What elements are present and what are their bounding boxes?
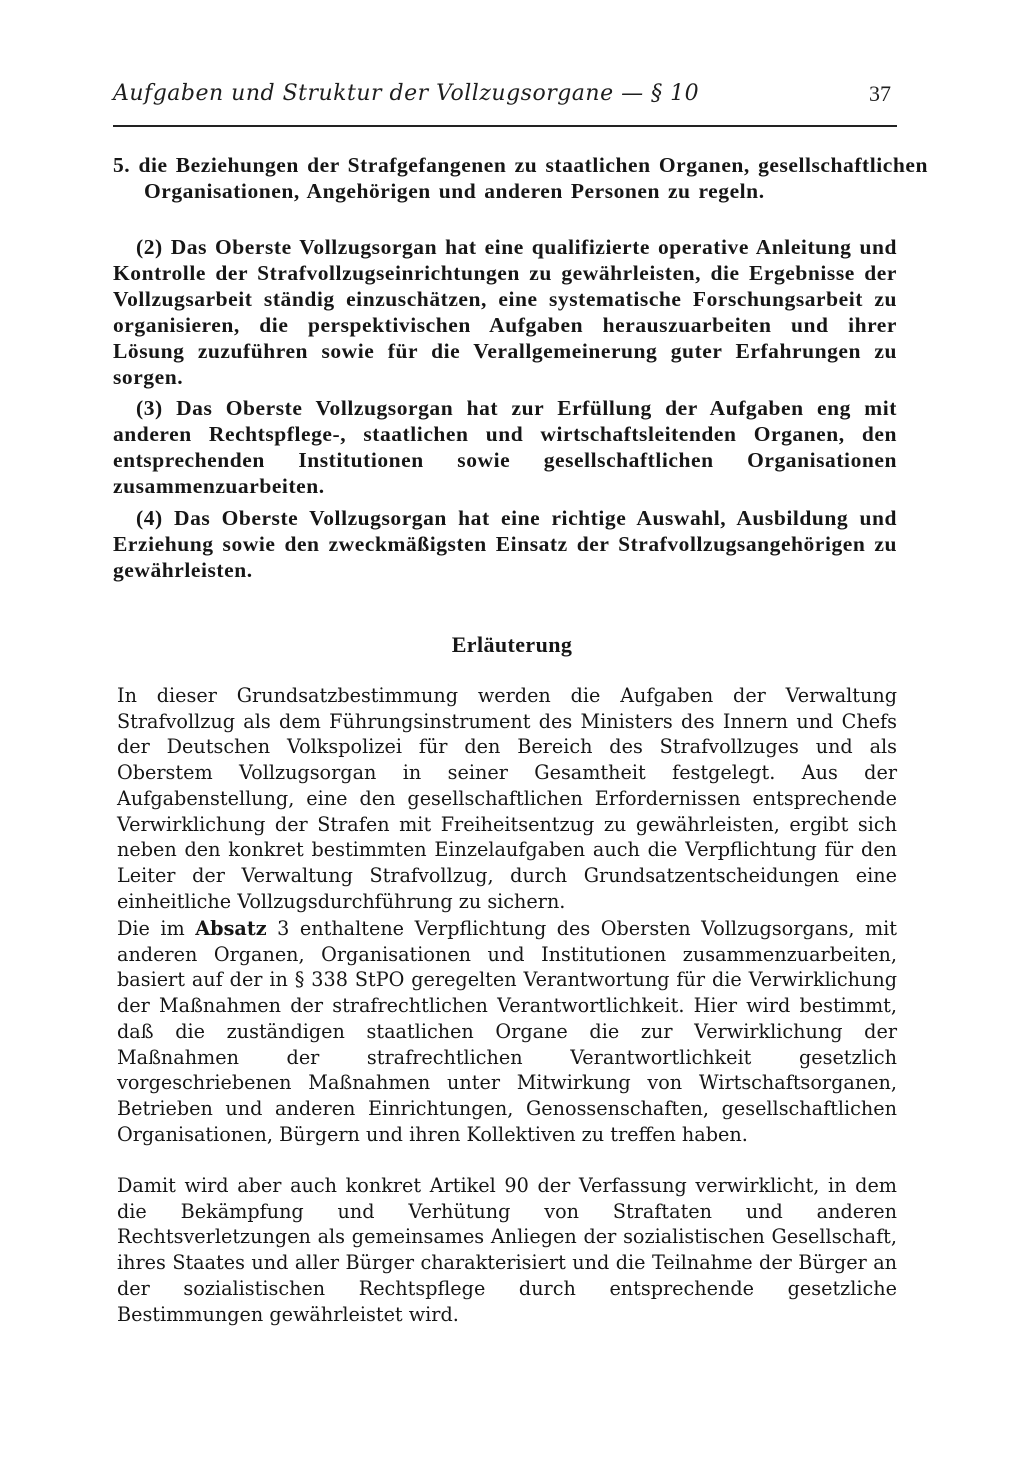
provision-paragraph-3: (3) Das Oberste Vollzugsorgan hat zur Erfüllung der Aufgaben eng mit anderen Rechtspflege-, staatlichen und wirtschaftsleitenden Organen, den entsprechenden Institutionen sowie gesellschaftlichen Organisationen zusammenzuarbeiten.	[113, 396, 897, 498]
commentary-paragraph-2	[117, 916, 897, 1147]
page-header	[113, 81, 897, 127]
provision-item-5: 5. die Beziehungen der Strafgefangenen zu staatlichen Organen, gesellschaftlichen Organisationen, Angehörigen und anderen Personen zu regeln.	[113, 153, 928, 203]
absatz-bold-term: Absatz	[195, 917, 267, 940]
provision-paragraph-4: (4) Das Oberste Vollzugsorgan hat eine richtige Auswahl, Ausbildung und Erziehung sowie den zweckmäßigsten Einsatz der Strafvollzugsangehörigen zu gewährleisten.	[113, 506, 897, 582]
commentary-heading: Erläuterung	[451, 632, 573, 657]
commentary-paragraph-2-rest: 3 enthaltene Verpflichtung des Obersten Vollzugsorgans, mit anderen Organen, Organisationen und Institutionen zusammenzuarbeiten, basiert auf der in § 338 StPO geregelten Verantwortung für die Verwirklichung der Maßnahmen der strafrechtlichen Verantwortlichkeit. Hier wird bestimmt, daß die zuständigen staatlichen Organe die zur Verwirklichung der Maßnahmen der strafrechtlichen Verantwortlichkeit gesetzlich vorgeschriebenen Maßnahmen unter Mitwirkung von Wirtschaftsorganen, Betrieben und anderen Einrichtungen, Genossenschaften, gesellschaftlichen Organisationen, Bürgern und ihren Kollektiven zu treffen haben.	[117, 917, 897, 1146]
commentary-paragraph-3: Damit wird aber auch konkret Artikel 90 der Verfassung verwirklicht, in dem die Bekämpfung und Verhütung von Straftaten und anderen Rechtsverletzungen als gemeinsames Anliegen der sozialistischen Gesellschaft, ihres Staates und aller Bürger charakterisiert und die Teilnahme der Bürger an der sozialistischen Rechtspflege durch entsprechende gesetzliche Bestimmungen gewährleistet wird.	[117, 1174, 897, 1326]
provision-paragraph-2: (2) Das Oberste Vollzugsorgan hat eine qualifizierte operative Anleitung und Kontrolle der Strafvollzugseinrichtungen zu gewährleisten, die Ergebnisse der Vollzugsarbeit ständig einzuschätzen, eine systematische Forschungsarbeit zu organisieren, die perspektivischen Aufgaben herauszuarbeiten und ihrer Lösung zuzuführen sowie für die Verallgemeinerung guter Erfahrungen zu sorgen.	[113, 235, 897, 389]
commentary-paragraph-2-lead: Die im	[117, 917, 196, 940]
running-title: Aufgaben und Struktur der Vollzugsorgane — § 10	[113, 81, 700, 106]
commentary-paragraph-1: In dieser Grundsatzbestimmung werden die Aufgaben der Verwaltung Strafvollzug als dem Führungsinstrument des Ministers des Innern und Chefs der Deutschen Volkspolizei für den Bereich des Strafvollzuges und als Oberstem Vollzugsorgan in seiner Gesamtheit festgelegt. Aus der Aufgabenstellung, eine den gesellschaftlichen Erfordernissen entsprechende Verwirklichung der Strafen mit Freiheitsentzug zu gewährleisten, ergibt sich neben den konkret bestimmten Einzelaufgaben auch die Verpflichtung für den Leiter der Verwaltung Strafvollzug, durch Grundsatzentscheidungen eine einheitliche Vollzugsdurchführung zu sichern.	[117, 684, 897, 913]
page-number: 37	[869, 81, 891, 106]
